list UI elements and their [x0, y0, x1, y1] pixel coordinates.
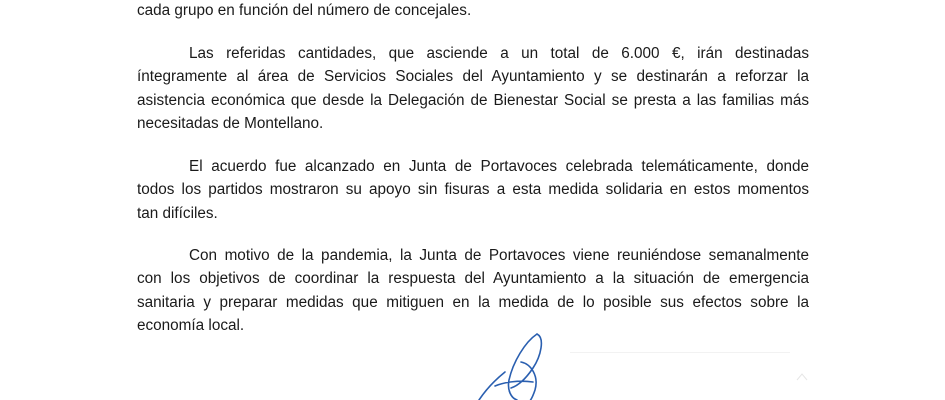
text-line: con los objetivos de coordinar la respuesta del Ayuntamiento a la situación de emergencia [137, 270, 809, 288]
text-line: tan difíciles. [137, 204, 218, 222]
scan-artifact-line [570, 352, 790, 353]
text-line: todos los partidos mostraron su apoyo sin fisuras a esta medida solidaria en estos momentos [137, 181, 809, 199]
paragraph-cantidades [137, 42, 809, 136]
text-line: El acuerdo fue alcanzado en Junta de Portavoces celebrada telemáticamente, donde [189, 158, 809, 175]
text-line: cada grupo en función del número de concejales. [137, 2, 472, 19]
text-line: sanitaria y preparar medidas que mitiguen en la medida de lo posible sus efectos sobre la [137, 293, 809, 311]
text-line: íntegramente al área de Servicios Sociales del Ayuntamiento y se destinarán a reforzar la [137, 68, 809, 86]
scan-artifact-mark [795, 372, 809, 382]
text-line: Con motivo de la pandemia, la Junta de Portavoces viene reuniéndose semanalmente [189, 247, 809, 264]
text-line: necesitadas de Montellano. [137, 115, 324, 133]
paragraph-concejales [137, 0, 809, 22]
handwritten-signature [465, 328, 575, 400]
paragraph-acuerdo [137, 155, 809, 225]
text-line: economía local. [137, 317, 245, 335]
signature-stroke [479, 334, 541, 400]
paragraph-pandemia [137, 244, 809, 338]
text-line: Las referidas cantidades, que asciende a un total de 6.000 €, irán destinadas [189, 45, 809, 62]
text-line: asistencia económica que desde la Delegación de Bienestar Social se presta a las familias más [137, 91, 809, 109]
